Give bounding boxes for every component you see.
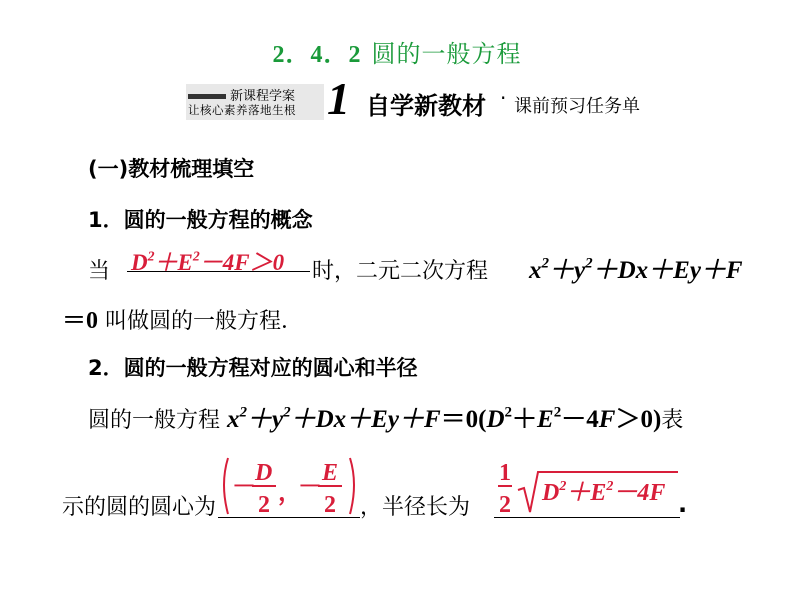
section-number: 2．4．2 (272, 42, 362, 68)
banner-side-title: 课前预习任务单 (514, 96, 640, 117)
bar-decoration (188, 94, 226, 99)
answer-1: $D^2+E^2-4F>0$ (131, 248, 285, 275)
line-prefix: 圆的一般方程 (88, 408, 221, 433)
center-formula (218, 452, 360, 520)
section-heading: (一)教材梳理填空 (88, 157, 255, 181)
item2-line (88, 399, 683, 435)
banner-top-text: 新课程学案 (230, 89, 296, 104)
item1-heading: 1．圆的一般方程的概念 (88, 208, 313, 232)
item1-continuation (62, 300, 303, 335)
den-2a: 2 (258, 492, 270, 518)
comma: ， (278, 480, 302, 506)
banner-top (186, 85, 324, 102)
banner-number: 1 (327, 73, 350, 124)
item1-suffix: 时，二元二次方程 (312, 259, 489, 284)
num-D: D (255, 460, 273, 486)
equation-2: $x^2+y^2+Dx+Ey+F$ (227, 404, 441, 433)
minus-2: － (298, 474, 322, 500)
num-1: 1 (499, 460, 511, 486)
item2-heading: 2．圆的一般方程对应的圆心和半径 (88, 356, 418, 380)
item1-prefix: 当 (88, 259, 111, 284)
banner-subtitle: 让核心素养落地生根 (188, 103, 296, 117)
left-paren (224, 458, 228, 514)
radius-label: ，半径长为 (360, 495, 471, 520)
page-title (0, 34, 794, 69)
equation-1: $x^2+y^2+Dx+Ey+F$ (529, 255, 743, 284)
minus-1: － (232, 474, 256, 500)
radicand: $D^2+E^2-4F$ (542, 479, 666, 506)
continuation-text: 叫做圆的一般方程． (105, 309, 304, 334)
period: . (678, 490, 688, 518)
banner-dot: · (500, 86, 507, 110)
den-2b: 2 (324, 492, 336, 518)
line-suffix: 表 (661, 408, 684, 433)
equation-2-rest: $=0(D^2+E^2-4F>0)$ (440, 404, 662, 433)
eq-continuation: ＝0 (62, 308, 98, 334)
title-text: 圆的一般方程 (371, 40, 522, 68)
num-E: E (322, 460, 339, 486)
center-label: 示的圆的圆心为 (62, 495, 217, 520)
right-paren (350, 458, 354, 514)
den-2: 2 (499, 492, 511, 518)
radius-formula (496, 452, 680, 520)
banner-main-title: 自学新教材 (366, 92, 486, 120)
